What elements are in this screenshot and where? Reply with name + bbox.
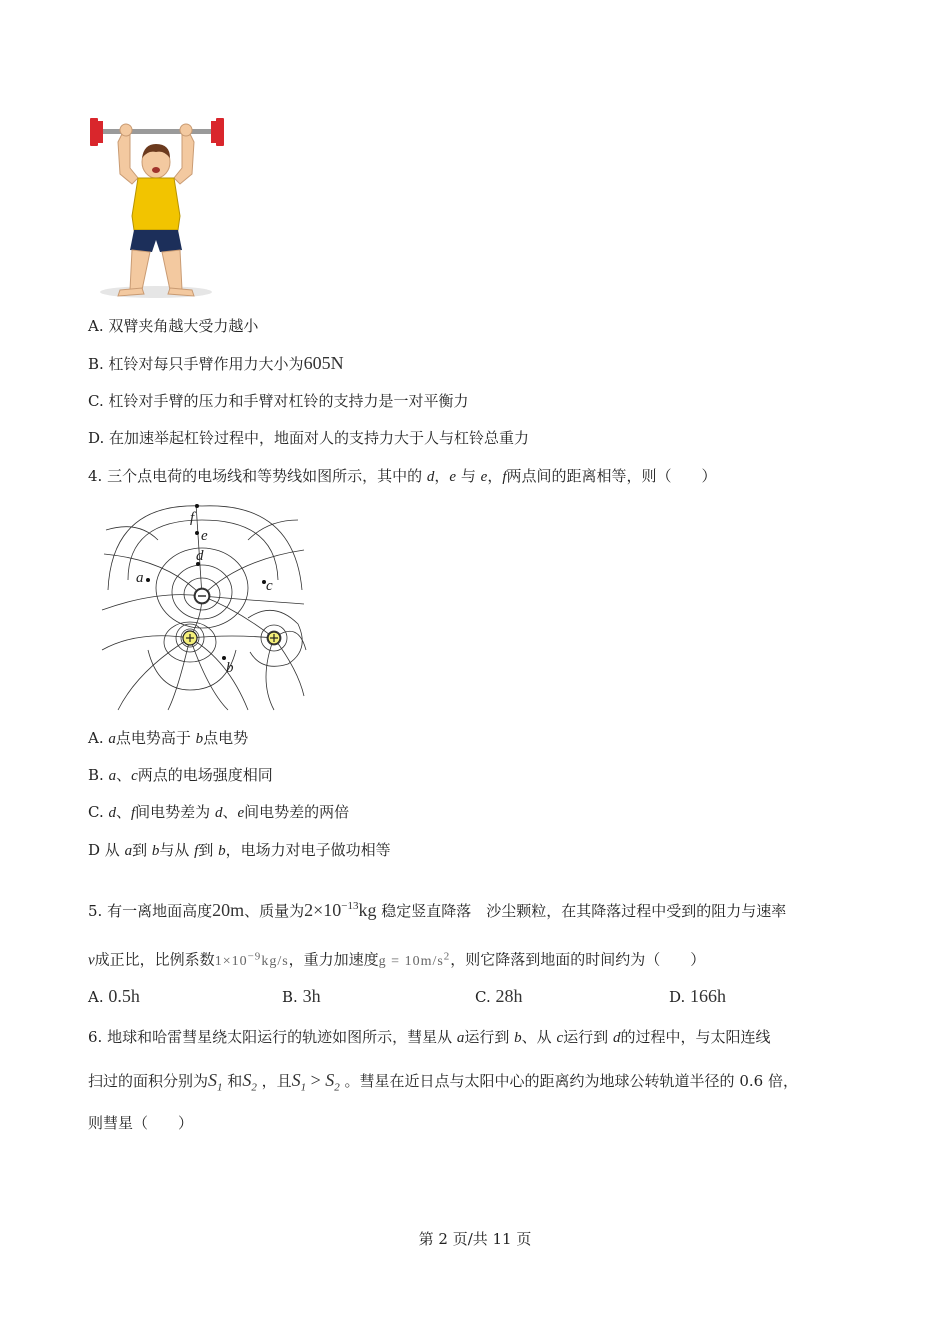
q3-option-b-text: B. 杠铃对每只手臂作用力大小为 <box>88 355 304 373</box>
q6-s2: $S_2$ <box>242 1070 257 1094</box>
q5-mass: $2\times 10^{-13}kg$ <box>304 900 377 920</box>
q4-stem: 4. 三个点电荷的电场线和等势线如图所示，其中的 d，e 与 e，f两点间的距离相等，则（ ） <box>88 467 717 485</box>
label-e: e <box>201 528 208 544</box>
q4-option-c: C. d、f间电势差为 d、e间电势差的两倍 <box>88 803 350 821</box>
q5-line-2: v成正比，比例系数$1\times 10^{-9}kg/s$，重力加速度$g = 10m/s^2$，则它降落到地面的时间约为（ ） <box>88 950 706 969</box>
q5-height: 20m <box>212 900 245 920</box>
q3-option-b <box>88 353 344 374</box>
electric-field-figure <box>98 500 310 712</box>
q6-relation: $S_1 > S_2$ <box>291 1070 340 1094</box>
label-f: f <box>190 510 195 526</box>
label-d: d <box>196 548 204 564</box>
q5-option-b: B. 3h <box>282 986 321 1006</box>
page-footer: 第 2 页/共 11 页 <box>418 1230 532 1248</box>
label-a: a <box>136 570 144 586</box>
q6-line-2: 扫过的面积分别为$S_1$ 和$S_2$ ，且$S_1 > S_2$ 。彗星在近日点与太阳中心的距离约为地球公转轨道半径的 0.6 倍， <box>88 1070 798 1094</box>
label-b: b <box>226 660 234 676</box>
q3-option-a: A. 双臂夹角越大受力越小 <box>88 317 259 335</box>
q4-option-d: D 从 a到 b与从 f到 b，电场力对电子做功相等 <box>88 841 391 859</box>
q5-k: $1\times 10^{-9}kg/s$ <box>214 950 289 969</box>
q5-option-c: C. 28h <box>475 986 523 1006</box>
q5-option-d: D. 166h <box>669 986 727 1006</box>
q5-line-1: 5. 有一离地面高度20m、质量为$2\times 10^{-13}kg$ 稳定竖直降落 沙尘颗粒，在其降落过程中受到的阻力与速率 <box>88 900 787 920</box>
q4-option-b: B. a、c两点的电场强度相同 <box>88 766 273 784</box>
q5-option-a: A. 0.5h <box>88 986 140 1006</box>
label-c: c <box>266 578 273 594</box>
q5-g: $g = 10m/s^2$ <box>378 950 451 969</box>
q4-option-a: A. a点电势高于 b点电势 <box>88 729 249 747</box>
q3-option-b-value: 605N <box>303 353 344 373</box>
q3-option-c: C. 杠铃对手臂的压力和手臂对杠铃的支持力是一对平衡力 <box>88 392 469 410</box>
weightlifter-illustration <box>84 112 232 304</box>
q6-line-1: 6. 地球和哈雷彗星绕太阳运行的轨迹如图所示，彗星从 a运行到 b、从 c运行到 d的过程中，与太阳连线 <box>88 1028 771 1046</box>
q6-s1: $S_1$ <box>208 1070 223 1094</box>
q6-line-3: 则彗星（ ） <box>88 1114 194 1132</box>
q3-option-d: D. 在加速举起杠铃过程中，地面对人的支持力大于人与杠铃总重力 <box>88 429 530 447</box>
